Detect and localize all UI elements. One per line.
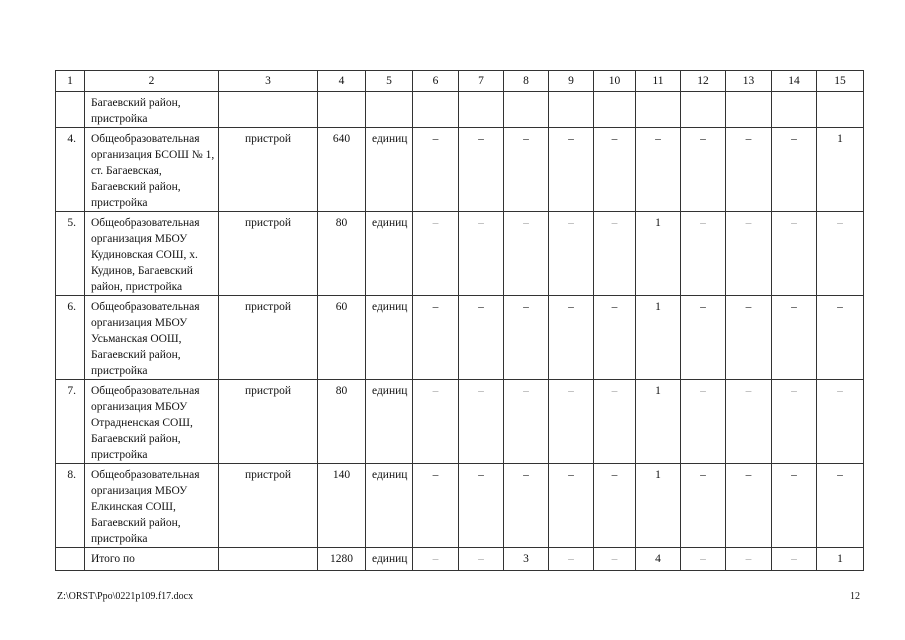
value-cell: – <box>772 128 817 212</box>
value-cell: – <box>413 548 459 571</box>
value-cell: – <box>549 128 594 212</box>
value-cell: – <box>549 548 594 571</box>
header-cell: 7 <box>459 71 504 92</box>
value-cell: – <box>504 212 549 296</box>
empty-cell <box>366 92 413 128</box>
value-cell: – <box>459 380 504 464</box>
value-cell: 1 <box>636 464 681 548</box>
value-cell: – <box>594 548 636 571</box>
row-name: Багаевский район, пристройка <box>85 92 219 128</box>
value-cell: 1 <box>636 380 681 464</box>
value-cell: – <box>413 296 459 380</box>
empty-cell <box>681 92 726 128</box>
row-number: 7. <box>56 380 85 464</box>
row-quantity: 140 <box>318 464 366 548</box>
header-cell: 8 <box>504 71 549 92</box>
value-cell: – <box>549 464 594 548</box>
value-cell: – <box>413 380 459 464</box>
header-cell: 15 <box>817 71 864 92</box>
empty-cell <box>413 92 459 128</box>
table-row <box>56 92 864 128</box>
value-cell: – <box>549 212 594 296</box>
value-cell: – <box>413 464 459 548</box>
header-cell: 9 <box>549 71 594 92</box>
header-cell: 14 <box>772 71 817 92</box>
empty-cell <box>726 92 772 128</box>
value-cell: – <box>504 128 549 212</box>
value-cell: – <box>594 296 636 380</box>
row-unit: единиц <box>366 548 413 571</box>
value-cell: – <box>726 464 772 548</box>
value-cell: – <box>681 380 726 464</box>
value-cell: – <box>594 464 636 548</box>
row-number: 5. <box>56 212 85 296</box>
table-row <box>56 212 864 296</box>
header-cell: 2 <box>85 71 219 92</box>
value-cell: – <box>594 212 636 296</box>
value-cell: – <box>549 380 594 464</box>
value-cell: 1 <box>636 212 681 296</box>
value-cell: – <box>413 212 459 296</box>
row-type: пристрой <box>219 380 318 464</box>
empty-cell <box>504 92 549 128</box>
value-cell: 1 <box>817 548 864 571</box>
row-unit: единиц <box>366 380 413 464</box>
table-row <box>56 380 864 464</box>
row-quantity: 1280 <box>318 548 366 571</box>
value-cell: – <box>726 212 772 296</box>
value-cell: – <box>459 212 504 296</box>
row-number: 4. <box>56 128 85 212</box>
row-name: Итого по <box>85 548 219 571</box>
header-row <box>56 71 864 92</box>
row-type: пристрой <box>219 296 318 380</box>
value-cell: – <box>726 128 772 212</box>
value-cell: 3 <box>504 548 549 571</box>
row-quantity: 60 <box>318 296 366 380</box>
table-row <box>56 464 864 548</box>
header-cell: 3 <box>219 71 318 92</box>
data-table <box>55 70 864 571</box>
header-cell: 6 <box>413 71 459 92</box>
row-unit: единиц <box>366 296 413 380</box>
value-cell: – <box>549 296 594 380</box>
total-row <box>56 548 864 571</box>
row-number <box>56 92 85 128</box>
empty-cell <box>219 92 318 128</box>
value-cell: – <box>681 296 726 380</box>
row-type: пристрой <box>219 464 318 548</box>
value-cell: 1 <box>636 296 681 380</box>
value-cell: – <box>817 212 864 296</box>
value-cell: – <box>772 548 817 571</box>
table-row <box>56 128 864 212</box>
value-cell: – <box>504 380 549 464</box>
empty-cell <box>459 92 504 128</box>
row-unit: единиц <box>366 128 413 212</box>
header-cell: 5 <box>366 71 413 92</box>
row-name: Общеобразовательная организация МБОУ Отрадненская СОШ, Багаевский район, пристройка <box>85 380 219 464</box>
value-cell: – <box>726 380 772 464</box>
header-cell: 11 <box>636 71 681 92</box>
value-cell: – <box>681 548 726 571</box>
row-type: пристрой <box>219 128 318 212</box>
row-number: 6. <box>56 296 85 380</box>
value-cell: – <box>772 464 817 548</box>
row-number: 8. <box>56 464 85 548</box>
value-cell: – <box>459 464 504 548</box>
row-quantity: 80 <box>318 212 366 296</box>
row-name: Общеобразовательная организация МБОУ Елкинская СОШ, Багаевский район, пристройка <box>85 464 219 548</box>
value-cell: – <box>726 296 772 380</box>
empty-cell <box>817 92 864 128</box>
value-cell: – <box>504 296 549 380</box>
value-cell: – <box>459 128 504 212</box>
empty-cell <box>594 92 636 128</box>
value-cell: – <box>681 212 726 296</box>
value-cell: – <box>817 464 864 548</box>
header-cell: 12 <box>681 71 726 92</box>
value-cell: – <box>413 128 459 212</box>
header-cell: 1 <box>56 71 85 92</box>
value-cell: – <box>594 380 636 464</box>
value-cell: – <box>636 128 681 212</box>
row-name: Общеобразовательная организация МБОУ Кудиновская СОШ, х. Кудинов, Багаевский район, пристройка <box>85 212 219 296</box>
value-cell: – <box>504 464 549 548</box>
value-cell: – <box>459 548 504 571</box>
empty-cell <box>549 92 594 128</box>
value-cell: – <box>772 212 817 296</box>
value-cell: – <box>726 548 772 571</box>
empty-cell <box>318 92 366 128</box>
row-type <box>219 548 318 571</box>
value-cell: 1 <box>817 128 864 212</box>
value-cell: – <box>817 296 864 380</box>
header-cell: 4 <box>318 71 366 92</box>
row-name: Общеобразовательная организация БСОШ № 1, ст. Багаевская, Багаевский район, пристройка <box>85 128 219 212</box>
header-cell: 13 <box>726 71 772 92</box>
value-cell: – <box>772 380 817 464</box>
empty-cell <box>772 92 817 128</box>
footer-page-number: 12 <box>850 591 860 602</box>
value-cell: – <box>681 128 726 212</box>
value-cell: – <box>772 296 817 380</box>
row-quantity: 80 <box>318 380 366 464</box>
value-cell: – <box>817 380 864 464</box>
row-type: пристрой <box>219 212 318 296</box>
row-quantity: 640 <box>318 128 366 212</box>
value-cell: – <box>459 296 504 380</box>
header-cell: 10 <box>594 71 636 92</box>
footer-file-path: Z:\ORST\Ppo\0221p109.f17.docx <box>57 591 194 602</box>
empty-cell <box>636 92 681 128</box>
value-cell: – <box>681 464 726 548</box>
row-name: Общеобразовательная организация МБОУ Усьманская ООШ, Багаевский район, пристройка <box>85 296 219 380</box>
table-row <box>56 296 864 380</box>
row-number <box>56 548 85 571</box>
value-cell: – <box>594 128 636 212</box>
row-unit: единиц <box>366 464 413 548</box>
row-unit: единиц <box>366 212 413 296</box>
value-cell: 4 <box>636 548 681 571</box>
